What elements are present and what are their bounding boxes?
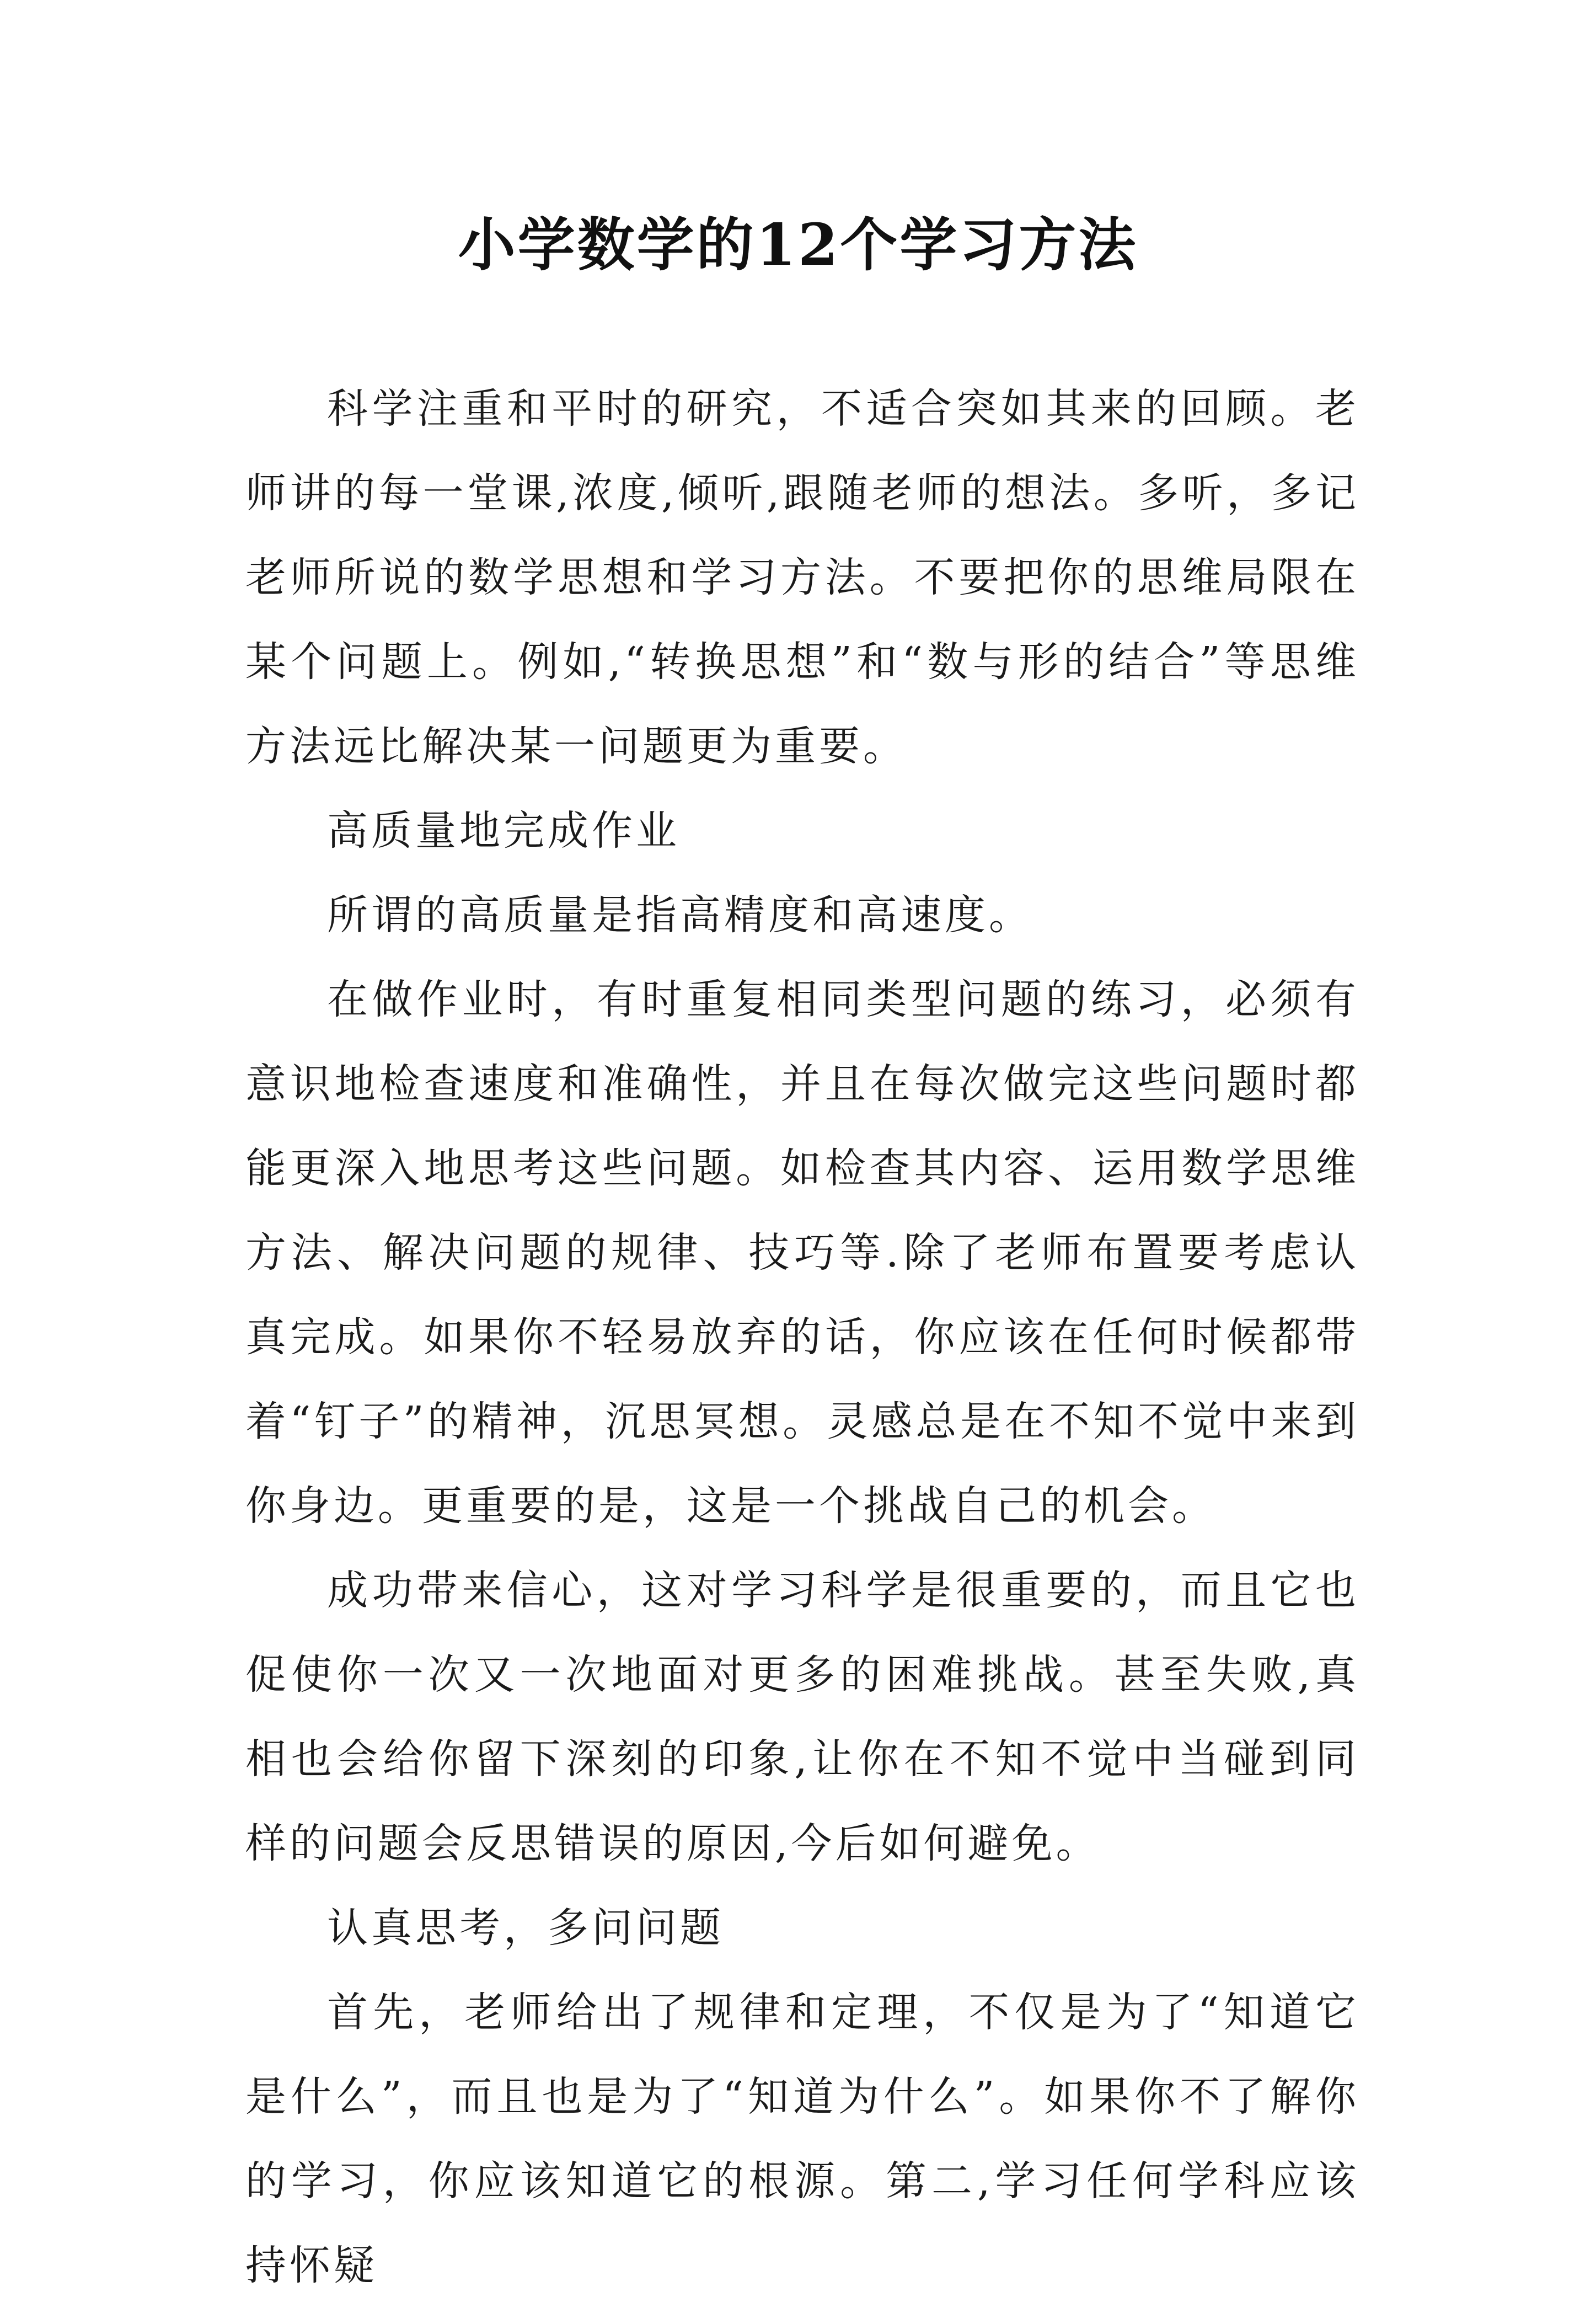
paragraph-first-rules: 首先，老师给出了规律和定理，不仅是为了“知道它是什么”，而且也是为了“知道为什么”。如果你不了解你的学习，你应该知道它的根源。第二,学习任何学科应该持怀疑 (245, 1989, 1359, 2289)
section-heading-think-ask: 认真思考，多问问题 (327, 1904, 724, 1952)
paragraph-study-habits: 科学注重和平时的研究，不适合突如其来的回顾。老师讲的每一堂课,浓度,倾听,跟随老师的想法。多听，多记老师所说的数学思想和学习方法。不要把你的思维局限在某个问题上。例如,“转换思想”和“数与形的结合”等思维方法远比解决某一问题更为重要。 (245, 385, 1359, 770)
paragraph-high-quality: 所谓的高质量是指高精度和高速度。 (327, 891, 1033, 939)
document-title: 小学数学的12个学习方法 (458, 211, 1138, 279)
document-body (245, 367, 1359, 2308)
paragraph-homework-practice: 在做作业时，有时重复相同类型问题的练习，必须有意识地检查速度和准确性，并且在每次做完这些问题时都能更深入地思考这些问题。如检查其内容、运用数学思维方法、解决问题的规律、技巧等.除了老师布置要考虑认真完成。如果你不轻易放弃的话，你应该在任何时候都带着“钉子”的精神，沉思冥想。灵感总是在不知不觉中来到你身边。更重要的是，这是一个挑战自己的机会。 (245, 976, 1359, 1530)
paragraph-success-confidence: 成功带来信心，这对学习科学是很重要的，而且它也促使你一次又一次地面对更多的困难挑战。甚至失败,真相也会给你留下深刻的印象,让你在不知不觉中当碰到同样的问题会反思错误的原因,今后如何避免。 (245, 1567, 1359, 1867)
section-heading-homework: 高质量地完成作业 (327, 807, 680, 854)
